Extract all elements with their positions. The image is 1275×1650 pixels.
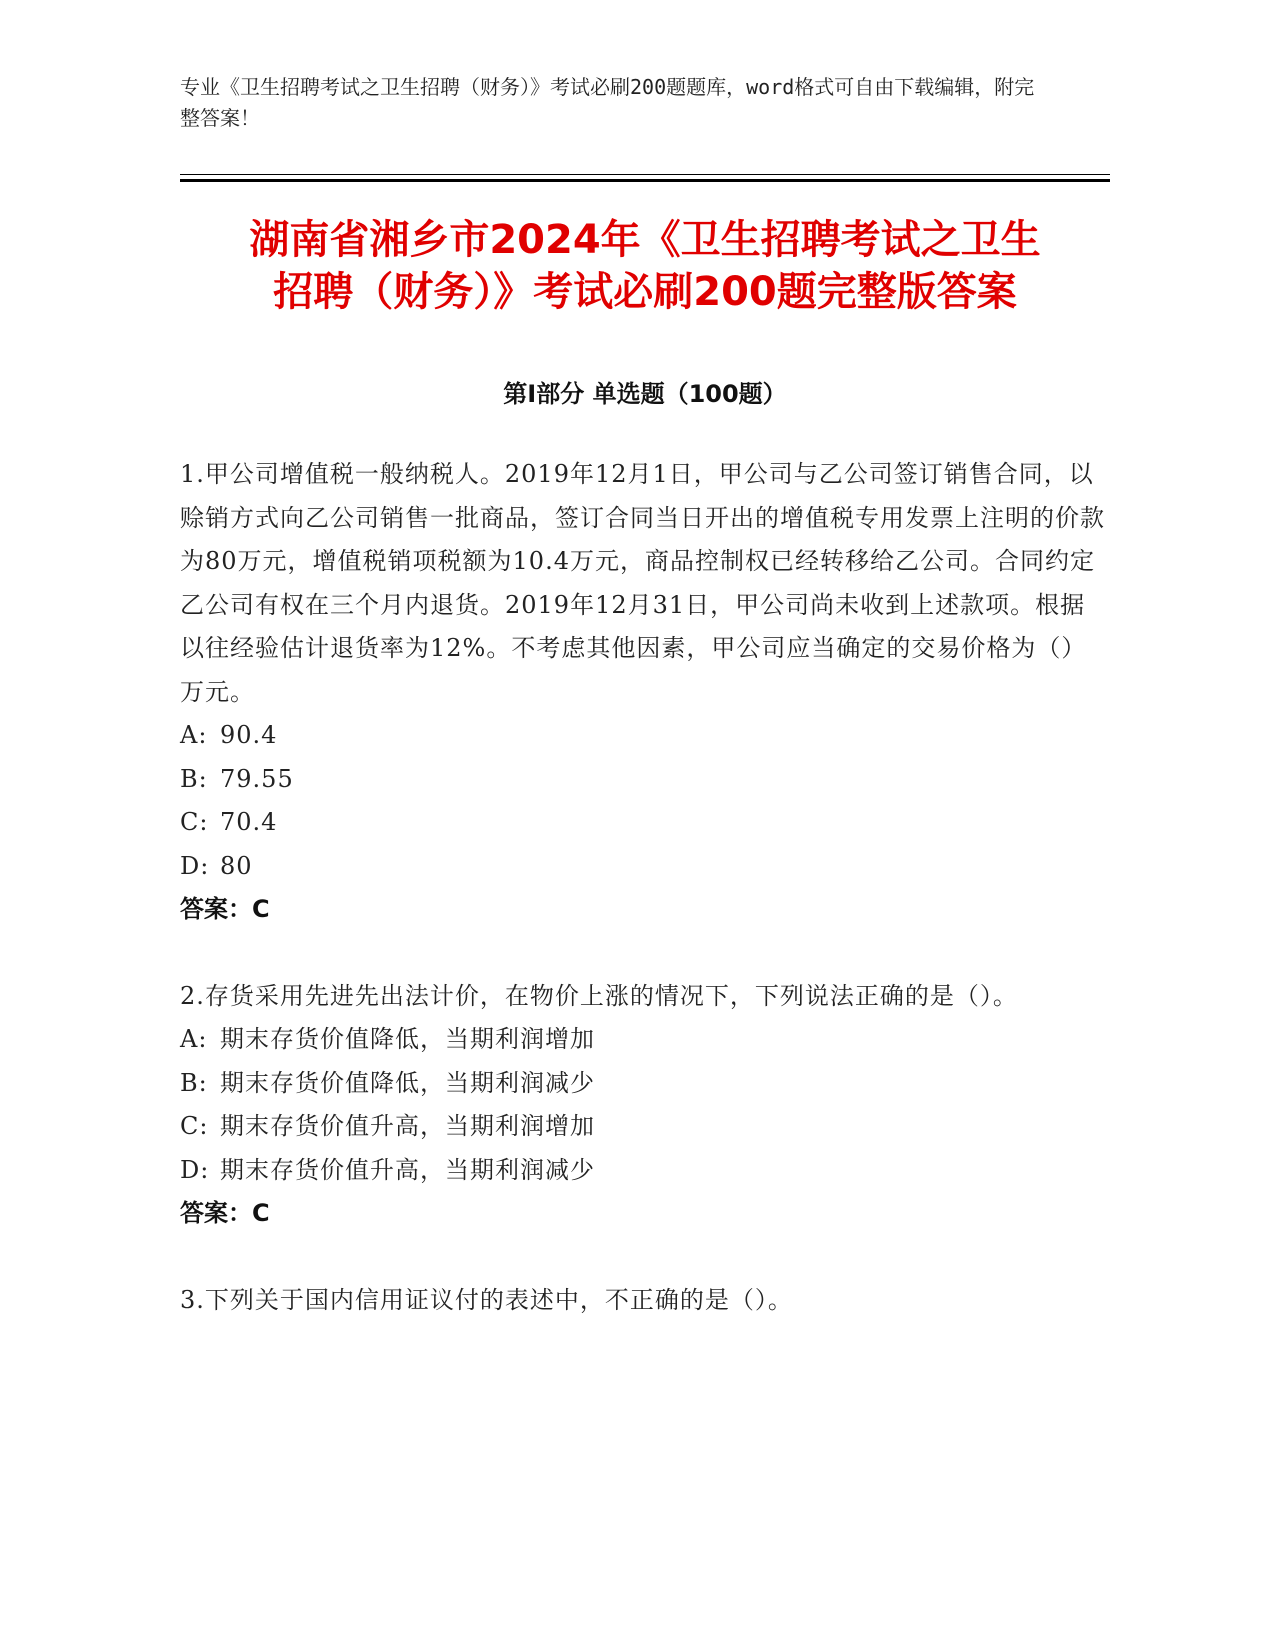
header-divider-thick: [180, 179, 1110, 182]
question-1: [180, 453, 1110, 932]
question-2: [180, 975, 1110, 1236]
option-key: A:: [180, 1025, 208, 1053]
title-line-2: 招聘（财务）》考试必刷200题完整版答案: [273, 269, 1017, 315]
section-heading: 第Ⅰ部分 单选题（100题）: [503, 380, 787, 408]
document-page: [180, 0, 1110, 1650]
option-d: [180, 1149, 1110, 1193]
header-divider-thin: [180, 174, 1110, 175]
answer-line: 答案：C: [180, 895, 270, 923]
document-title: [170, 214, 1120, 318]
option-text: 70.4: [220, 808, 278, 836]
option-b: [180, 1062, 1110, 1106]
option-key: C:: [180, 808, 209, 836]
option-key: D:: [180, 1155, 210, 1184]
option-text: 79.55: [220, 764, 294, 793]
option-key: A:: [180, 721, 208, 749]
option-text: 期末存货价值降低，当期利润减少: [220, 1068, 595, 1097]
option-text: 期末存货价值升高，当期利润减少: [220, 1155, 595, 1184]
option-key: D:: [180, 851, 210, 880]
option-text: 80: [220, 851, 253, 880]
option-c: [180, 1105, 1110, 1149]
question-stem: 2.存货采用先进先出法计价，在物价上涨的情况下，下列说法正确的是（）。: [180, 981, 1018, 1010]
question-list: [180, 453, 1110, 1365]
option-key: C:: [180, 1112, 209, 1140]
option-key: B:: [180, 764, 208, 793]
option-b: [180, 758, 1110, 802]
question-stem: 1.甲公司增值税一般纳税人。2019年12月1日，甲公司与乙公司签订销售合同，以赊销方式向乙公司销售一批商品，签订合同当日开出的增值税专用发票上注明的价款为80万元，增值税销项税额为10.4万元，商品控制权已经转移给乙公司。合同约定乙公司有权在三个月内退货。2019年12月31日，甲公司尚未收到上述款项。根据以往经验估计退货率为12%。不考虑其他因素，甲公司应当确定的交易价格为（）万元。: [180, 460, 1105, 706]
answer-line: 答案：C: [180, 1199, 270, 1227]
option-text: 90.4: [220, 721, 278, 749]
header-note: 专业《卫生招聘考试之卫生招聘（财务）》考试必刷200题题库，word格式可自由下载编辑，附完整答案！: [180, 75, 1035, 130]
option-text: 期末存货价值升高，当期利润增加: [220, 1112, 595, 1140]
option-key: B:: [180, 1068, 208, 1097]
question-3: [180, 1279, 1110, 1323]
title-line-1: 湖南省湘乡市2024年《卫生招聘考试之卫生: [249, 217, 1041, 263]
option-d: [180, 845, 1110, 889]
question-stem: 3.下列关于国内信用证议付的表述中，不正确的是（）。: [180, 1285, 793, 1314]
option-a: [180, 1018, 1110, 1062]
option-a: [180, 714, 1110, 758]
option-text: 期末存货价值降低，当期利润增加: [220, 1025, 595, 1053]
option-c: [180, 801, 1110, 845]
